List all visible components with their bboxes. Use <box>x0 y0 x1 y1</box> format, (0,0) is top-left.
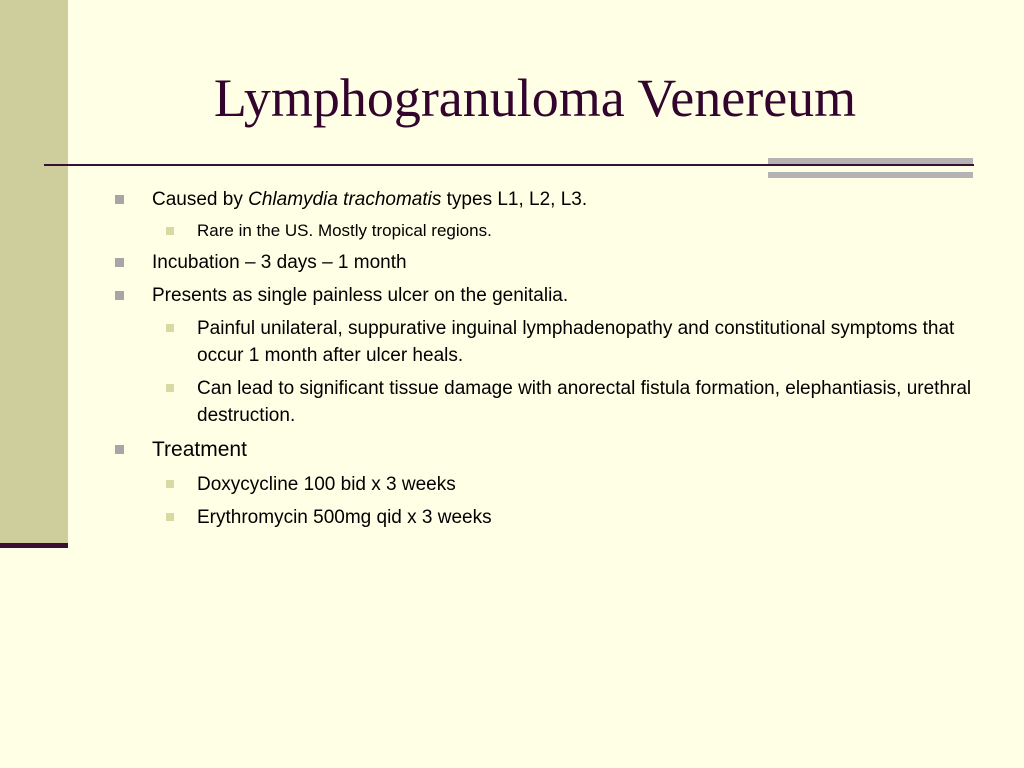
bullet-presentation <box>112 282 972 309</box>
sub-bullet-text: Erythromycin 500mg qid x 3 weeks <box>197 507 492 528</box>
sub-bullet-complications <box>112 375 972 429</box>
square-bullet-icon <box>115 195 124 204</box>
bullet-treatment <box>112 435 972 465</box>
slide-title: Lymphogranuloma Venereum <box>213 68 857 128</box>
left-bar-foot-rule <box>0 543 68 548</box>
accent-band-bottom <box>768 172 973 178</box>
square-sub-bullet-icon <box>166 513 174 521</box>
sub-bullet-text: Can lead to significant tissue damage with anorectal fistula formation, elephantiasis, urethral destruction. <box>197 378 972 426</box>
square-sub-bullet-icon <box>166 384 174 392</box>
bullet-cause <box>112 186 972 213</box>
left-decorative-bar <box>0 0 68 545</box>
bullet-text: Incubation – 3 days – 1 month <box>152 252 407 273</box>
rule-accent-bands <box>768 158 973 179</box>
sub-bullet-doxycycline <box>112 471 972 498</box>
bullet-text: Caused by <box>152 189 249 210</box>
sub-bullet-lymphadenopathy <box>112 315 972 369</box>
bullet-text: Presents as single painless ulcer on the genitalia. <box>152 285 569 306</box>
sub-bullet-text: Painful unilateral, suppurative inguinal lymphadenopathy and constitutional symptoms that occur 1 month after ulcer heals. <box>197 318 955 366</box>
sub-bullet-text: Doxycycline 100 bid x 3 weeks <box>197 474 456 495</box>
square-bullet-icon <box>115 291 124 300</box>
square-sub-bullet-icon <box>166 227 174 235</box>
accent-band-top <box>768 158 973 164</box>
square-sub-bullet-icon <box>166 480 174 488</box>
sub-bullet-text: Rare in the US. Mostly tropical regions. <box>197 221 492 240</box>
square-sub-bullet-icon <box>166 324 174 332</box>
bullet-text: types L1, L2, L3. <box>441 189 588 210</box>
bullet-text: Treatment <box>152 438 247 461</box>
sub-bullet-erythromycin <box>112 504 972 531</box>
sub-bullet-prevalence <box>112 219 972 243</box>
square-bullet-icon <box>115 445 124 454</box>
slide-body <box>112 186 972 537</box>
square-bullet-icon <box>115 258 124 267</box>
organism-name: Chlamydia trachomatis <box>248 189 442 210</box>
bullet-incubation <box>112 249 972 276</box>
